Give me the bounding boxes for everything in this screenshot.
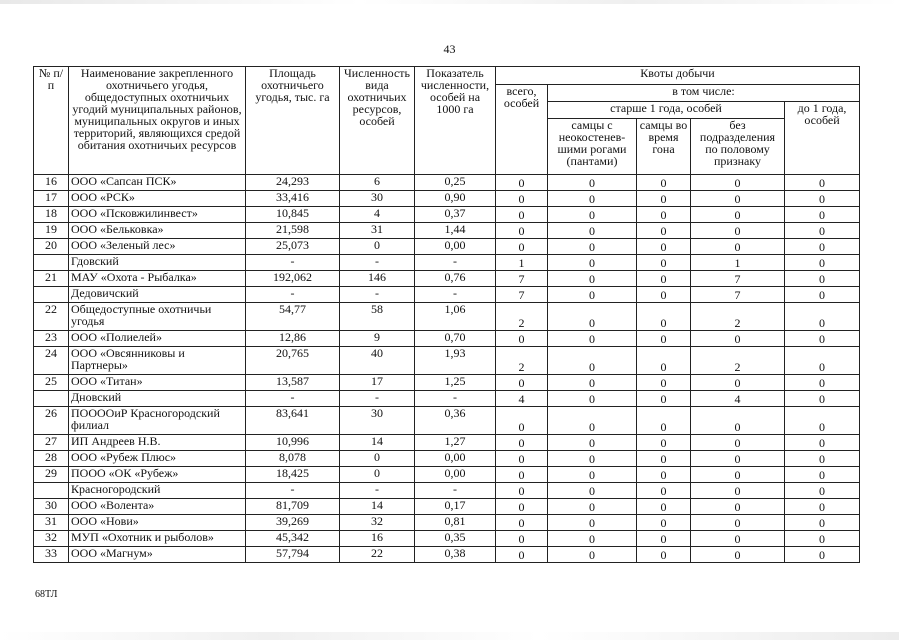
header-density: Показатель численности, особей на 1000 га (415, 67, 496, 175)
cell-no (34, 287, 69, 303)
cell-population: 32 (340, 515, 415, 531)
cell-area: 81,709 (246, 499, 340, 515)
cell-population: 40 (340, 347, 415, 375)
cell-no: 29 (34, 467, 69, 483)
cell-no-sex: 0 (691, 531, 785, 547)
cell-area: 8,078 (246, 451, 340, 467)
cell-males-rut: 0 (637, 499, 691, 515)
cell-population: 14 (340, 435, 415, 451)
cell-males-rut: 0 (637, 207, 691, 223)
cell-population: 30 (340, 407, 415, 435)
table-row (34, 531, 860, 547)
cell-under1: 0 (785, 467, 860, 483)
table-row (34, 303, 860, 331)
header-including: в том числе: (548, 85, 860, 102)
header-males-rut: самцы во время гона (637, 119, 691, 175)
cell-total: 0 (496, 175, 548, 191)
cell-name: ООО «Титан» (69, 375, 246, 391)
cell-males-antlers: 0 (548, 531, 637, 547)
cell-area: 10,996 (246, 435, 340, 451)
cell-no-sex: 0 (691, 207, 785, 223)
cell-density: 0,37 (415, 207, 496, 223)
cell-population: - (340, 287, 415, 303)
cell-males-antlers: 0 (548, 467, 637, 483)
cell-males-rut: 0 (637, 531, 691, 547)
cell-population: 146 (340, 271, 415, 287)
cell-total: 0 (496, 191, 548, 207)
cell-males-rut: 0 (637, 239, 691, 255)
cell-total: 0 (496, 547, 548, 563)
cell-population: 17 (340, 375, 415, 391)
cell-population: - (340, 483, 415, 499)
cell-name: МУП «Охотник и рыболов» (69, 531, 246, 547)
cell-under1: 0 (785, 175, 860, 191)
cell-no-sex: 0 (691, 547, 785, 563)
cell-males-antlers: 0 (548, 223, 637, 239)
table-row (34, 407, 860, 435)
cell-under1: 0 (785, 191, 860, 207)
cell-under1: 0 (785, 407, 860, 435)
cell-name: ООО «Магнум» (69, 547, 246, 563)
cell-no-sex: 0 (691, 467, 785, 483)
cell-males-rut: 0 (637, 375, 691, 391)
table-row (34, 499, 860, 515)
table-row (34, 255, 860, 271)
cell-area: 25,073 (246, 239, 340, 255)
cell-males-antlers: 0 (548, 287, 637, 303)
cell-name: МАУ «Охота - Рыбалка» (69, 271, 246, 287)
cell-area: 45,342 (246, 531, 340, 547)
cell-name: ООО «Бельковка» (69, 223, 246, 239)
cell-no: 19 (34, 223, 69, 239)
cell-males-antlers: 0 (548, 547, 637, 563)
header-area: Площадь охотничьего угодья, тыс. га (246, 67, 340, 175)
cell-males-antlers: 0 (548, 331, 637, 347)
cell-density: 0,90 (415, 191, 496, 207)
cell-no: 26 (34, 407, 69, 435)
cell-total: 0 (496, 375, 548, 391)
cell-density: - (415, 391, 496, 407)
table-row (34, 451, 860, 467)
cell-under1: 0 (785, 451, 860, 467)
scan-edge-bottom (0, 632, 899, 640)
cell-density: 1,44 (415, 223, 496, 239)
cell-area: 83,641 (246, 407, 340, 435)
hunting-quota-table (33, 66, 860, 563)
cell-males-rut: 0 (637, 303, 691, 331)
cell-males-rut: 0 (637, 515, 691, 531)
table-row (34, 375, 860, 391)
cell-density: - (415, 483, 496, 499)
cell-population: - (340, 391, 415, 407)
cell-name: ООО «Овсянниковы и Партнеры» (69, 347, 246, 375)
cell-area: - (246, 255, 340, 271)
cell-under1: 0 (785, 515, 860, 531)
cell-males-rut: 0 (637, 347, 691, 375)
cell-males-rut: 0 (637, 483, 691, 499)
cell-density: 0,00 (415, 451, 496, 467)
cell-name: ООО «Псковжилинвест» (69, 207, 246, 223)
cell-no: 20 (34, 239, 69, 255)
cell-name: ПООООиР Красногородский филиал (69, 407, 246, 435)
cell-name: Дновский (69, 391, 246, 407)
cell-total: 0 (496, 435, 548, 451)
cell-males-rut: 0 (637, 467, 691, 483)
cell-no: 21 (34, 271, 69, 287)
cell-no: 33 (34, 547, 69, 563)
table-row (34, 391, 860, 407)
cell-area: - (246, 483, 340, 499)
cell-area: 54,77 (246, 303, 340, 331)
cell-no-sex: 2 (691, 347, 785, 375)
table-row (34, 347, 860, 375)
cell-no-sex: 1 (691, 255, 785, 271)
cell-total: 0 (496, 515, 548, 531)
cell-name: ООО «Полиелей» (69, 331, 246, 347)
cell-total: 7 (496, 287, 548, 303)
table-row (34, 207, 860, 223)
cell-total: 0 (496, 407, 548, 435)
header-males-antlers: самцы с неокостенев-шими рогами (пантами) (548, 119, 637, 175)
cell-no: 28 (34, 451, 69, 467)
cell-population: 0 (340, 239, 415, 255)
cell-name: ИП Андреев Н.В. (69, 435, 246, 451)
cell-under1: 0 (785, 347, 860, 375)
cell-name: ПООО «ОК «Рубеж» (69, 467, 246, 483)
cell-area: - (246, 391, 340, 407)
table-row (34, 467, 860, 483)
cell-males-antlers: 0 (548, 499, 637, 515)
cell-under1: 0 (785, 499, 860, 515)
table-row (34, 239, 860, 255)
cell-population: 30 (340, 191, 415, 207)
cell-area: 12,86 (246, 331, 340, 347)
cell-no: 31 (34, 515, 69, 531)
cell-no-sex: 0 (691, 331, 785, 347)
cell-name: ООО «Зеленый лес» (69, 239, 246, 255)
cell-no (34, 255, 69, 271)
cell-density: 1,93 (415, 347, 496, 375)
header-no: № п/п (34, 67, 69, 175)
cell-area: 57,794 (246, 547, 340, 563)
cell-population: 0 (340, 451, 415, 467)
cell-males-antlers: 0 (548, 435, 637, 451)
header-quotas: Квоты добычи (496, 67, 860, 85)
cell-no-sex: 0 (691, 175, 785, 191)
cell-males-antlers: 0 (548, 483, 637, 499)
footer-code: 68ТЛ (35, 589, 58, 600)
cell-name: Гдовский (69, 255, 246, 271)
cell-area: 13,587 (246, 375, 340, 391)
cell-population: 16 (340, 531, 415, 547)
cell-total: 7 (496, 271, 548, 287)
cell-under1: 0 (785, 255, 860, 271)
cell-name: ООО «Нови» (69, 515, 246, 531)
cell-no-sex: 7 (691, 287, 785, 303)
cell-name: Общедоступные охотничьи угодья (69, 303, 246, 331)
cell-name: ООО «Сапсан ПСК» (69, 175, 246, 191)
cell-no: 27 (34, 435, 69, 451)
cell-density: 0,00 (415, 467, 496, 483)
cell-total: 0 (496, 499, 548, 515)
cell-under1: 0 (785, 287, 860, 303)
cell-total: 2 (496, 303, 548, 331)
table-row (34, 175, 860, 191)
cell-males-rut: 0 (637, 287, 691, 303)
cell-under1: 0 (785, 239, 860, 255)
cell-no-sex: 0 (691, 499, 785, 515)
cell-males-rut: 0 (637, 223, 691, 239)
cell-males-antlers: 0 (548, 515, 637, 531)
cell-no: 25 (34, 375, 69, 391)
header-population: Численность вида охотничьих ресурсов, особей (340, 67, 415, 175)
cell-population: 0 (340, 467, 415, 483)
cell-males-antlers: 0 (548, 207, 637, 223)
cell-density: 1,25 (415, 375, 496, 391)
cell-name: Дедовичский (69, 287, 246, 303)
cell-males-rut: 0 (637, 407, 691, 435)
cell-density: 1,06 (415, 303, 496, 331)
table-body (34, 175, 860, 563)
cell-males-antlers: 0 (548, 391, 637, 407)
cell-males-rut: 0 (637, 451, 691, 467)
cell-total: 0 (496, 531, 548, 547)
cell-under1: 0 (785, 531, 860, 547)
table-row (34, 191, 860, 207)
cell-under1: 0 (785, 375, 860, 391)
cell-males-antlers: 0 (548, 239, 637, 255)
cell-area: 39,269 (246, 515, 340, 531)
cell-no-sex: 7 (691, 271, 785, 287)
cell-population: - (340, 255, 415, 271)
cell-no-sex: 0 (691, 239, 785, 255)
header-older: старше 1 года, особей (548, 102, 785, 119)
cell-density: - (415, 287, 496, 303)
cell-area: 24,293 (246, 175, 340, 191)
cell-under1: 0 (785, 435, 860, 451)
header-under1: до 1 года, особей (785, 102, 860, 175)
cell-area: - (246, 287, 340, 303)
cell-no: 16 (34, 175, 69, 191)
cell-name: ООО «РСК» (69, 191, 246, 207)
cell-area: 192,062 (246, 271, 340, 287)
cell-no-sex: 0 (691, 483, 785, 499)
cell-area: 18,425 (246, 467, 340, 483)
table-row (34, 515, 860, 531)
cell-males-rut: 0 (637, 331, 691, 347)
cell-density: 1,27 (415, 435, 496, 451)
cell-total: 0 (496, 331, 548, 347)
cell-population: 6 (340, 175, 415, 191)
cell-males-rut: 0 (637, 191, 691, 207)
cell-area: 21,598 (246, 223, 340, 239)
cell-no (34, 391, 69, 407)
cell-total: 1 (496, 255, 548, 271)
cell-males-rut: 0 (637, 175, 691, 191)
cell-density: 0,00 (415, 239, 496, 255)
cell-no-sex: 0 (691, 375, 785, 391)
table-row (34, 435, 860, 451)
page-number: 43 (443, 42, 456, 56)
cell-males-antlers: 0 (548, 451, 637, 467)
cell-under1: 0 (785, 547, 860, 563)
cell-no-sex: 0 (691, 191, 785, 207)
cell-males-antlers: 0 (548, 407, 637, 435)
cell-total: 0 (496, 451, 548, 467)
cell-total: 4 (496, 391, 548, 407)
cell-total: 0 (496, 483, 548, 499)
cell-males-antlers: 0 (548, 271, 637, 287)
cell-name: ООО «Волента» (69, 499, 246, 515)
cell-no-sex: 0 (691, 223, 785, 239)
cell-name: ООО «Рубеж Плюс» (69, 451, 246, 467)
cell-total: 0 (496, 239, 548, 255)
cell-no: 22 (34, 303, 69, 331)
cell-males-rut: 0 (637, 547, 691, 563)
cell-total: 2 (496, 347, 548, 375)
header-no-sex: без подразделения по половому признаку (691, 119, 785, 175)
cell-no-sex: 0 (691, 435, 785, 451)
table-row (34, 287, 860, 303)
cell-area: 10,845 (246, 207, 340, 223)
cell-population: 58 (340, 303, 415, 331)
cell-name: Красногородский (69, 483, 246, 499)
cell-area: 20,765 (246, 347, 340, 375)
cell-total: 0 (496, 207, 548, 223)
cell-density: - (415, 255, 496, 271)
cell-males-antlers: 0 (548, 303, 637, 331)
cell-no-sex: 0 (691, 515, 785, 531)
cell-under1: 0 (785, 483, 860, 499)
cell-density: 0,38 (415, 547, 496, 563)
cell-area: 33,416 (246, 191, 340, 207)
table-row (34, 271, 860, 287)
cell-males-antlers: 0 (548, 347, 637, 375)
cell-no: 23 (34, 331, 69, 347)
cell-density: 0,25 (415, 175, 496, 191)
cell-under1: 0 (785, 331, 860, 347)
table-header (34, 67, 860, 175)
cell-no-sex: 4 (691, 391, 785, 407)
cell-total: 0 (496, 223, 548, 239)
cell-density: 0,17 (415, 499, 496, 515)
cell-density: 0,70 (415, 331, 496, 347)
cell-under1: 0 (785, 391, 860, 407)
cell-density: 0,81 (415, 515, 496, 531)
cell-males-rut: 0 (637, 391, 691, 407)
cell-under1: 0 (785, 223, 860, 239)
cell-no-sex: 0 (691, 451, 785, 467)
cell-no: 24 (34, 347, 69, 375)
cell-density: 0,36 (415, 407, 496, 435)
cell-no: 18 (34, 207, 69, 223)
cell-population: 31 (340, 223, 415, 239)
cell-population: 14 (340, 499, 415, 515)
cell-population: 9 (340, 331, 415, 347)
cell-males-antlers: 0 (548, 255, 637, 271)
header-name: Наименование закрепленного охотничьего угодья, общедоступных охотничьих угодий муниципальных районов, муниципальных округов и иных территорий, являющихся средой обитания охотничьих ресурсов (69, 67, 246, 175)
cell-males-rut: 0 (637, 255, 691, 271)
cell-no: 30 (34, 499, 69, 515)
cell-under1: 0 (785, 271, 860, 287)
cell-no-sex: 2 (691, 303, 785, 331)
cell-males-rut: 0 (637, 271, 691, 287)
cell-males-rut: 0 (637, 435, 691, 451)
cell-population: 4 (340, 207, 415, 223)
cell-males-antlers: 0 (548, 375, 637, 391)
header-total: всего, особей (496, 85, 548, 175)
cell-no (34, 483, 69, 499)
cell-total: 0 (496, 467, 548, 483)
table-row (34, 223, 860, 239)
cell-no: 32 (34, 531, 69, 547)
cell-population: 22 (340, 547, 415, 563)
cell-under1: 0 (785, 303, 860, 331)
cell-density: 0,35 (415, 531, 496, 547)
cell-no-sex: 0 (691, 407, 785, 435)
cell-males-antlers: 0 (548, 191, 637, 207)
table-row (34, 483, 860, 499)
table-row (34, 547, 860, 563)
cell-males-antlers: 0 (548, 175, 637, 191)
scan-edge-top (0, 0, 899, 4)
cell-no: 17 (34, 191, 69, 207)
cell-density: 0,76 (415, 271, 496, 287)
table-row (34, 331, 860, 347)
cell-under1: 0 (785, 207, 860, 223)
